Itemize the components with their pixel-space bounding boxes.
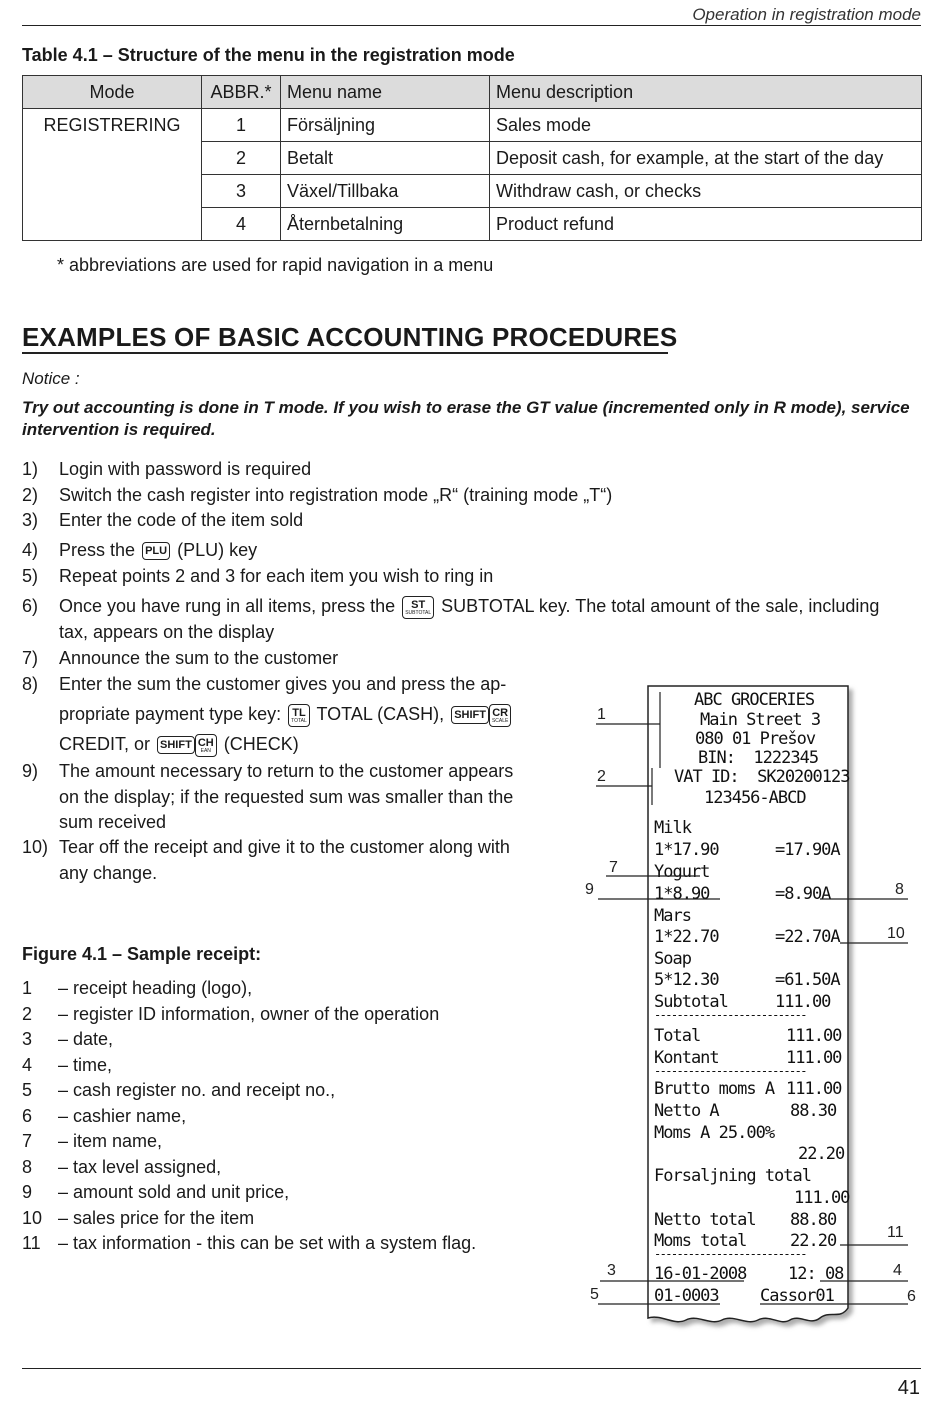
step-text-continued: any change.	[59, 863, 158, 883]
receipt-item-name: Soap	[654, 949, 691, 969]
callout-number: 4	[893, 1262, 902, 1279]
section-heading: EXAMPLES OF BASIC ACCOUNTING PROCEDURES	[22, 322, 678, 352]
receipt-moms-total-label: Moms total	[654, 1231, 747, 1251]
step-text-continued: on the display; if the requested sum was smaller than the	[59, 787, 514, 807]
receipt-netto-total-label: Netto total	[654, 1210, 756, 1230]
step-text-continued: CREDIT, or SHIFT CH EAN (CHECK)	[59, 731, 299, 757]
receipt-item-name: Mars	[654, 906, 691, 926]
receipt-item-amount: =22.70A	[775, 927, 840, 947]
receipt-separator: ---------------------------	[654, 1247, 806, 1261]
abbr-cell: 4	[202, 208, 281, 241]
legend-item: 9 – amount sold and unit price,	[22, 1182, 290, 1202]
receipt-forsaljning-value: 111.00	[794, 1188, 850, 1208]
subtotal-key-icon: ST SUBTOTAL	[402, 596, 434, 619]
step-text-continued: tax, appears on the display	[59, 622, 275, 642]
receipt-kontant-value: 111.00	[786, 1048, 842, 1068]
step-text: Announce the sum to the customer	[59, 648, 339, 668]
step-number: 5)	[22, 566, 39, 586]
step-number: 2)	[22, 485, 39, 505]
credit-key-icon: CR SCALE	[489, 704, 511, 727]
callout-number: 6	[907, 1288, 916, 1305]
notice-text: Try out accounting is done in T mode. If you wish to erase the GT value (incremented only in R mode), service intervention is required.	[22, 398, 910, 439]
step-text: The amount necessary to return to the customer appears	[59, 761, 514, 781]
receipt-subtotal-value: 111.00	[775, 992, 831, 1012]
step-text: Switch the cash register into registration mode „R“ (training mode „T“)	[59, 485, 613, 505]
step-text-continued: propriate payment type key: TL TOTAL TOTAL (CASH), SHIFT CR SCALE	[59, 701, 513, 727]
legend-item: 8 – tax level assigned,	[22, 1156, 222, 1177]
step-number: 3)	[22, 510, 39, 530]
receipt-item-name: Yogurt	[654, 862, 710, 882]
receipt-heading-line: 123456-ABCD	[704, 788, 806, 808]
step-number: 6)	[22, 596, 39, 616]
receipt-separator: ---------------------------	[654, 1064, 806, 1078]
receipt-item-qty: 5*12.30	[654, 970, 719, 990]
column-header: ABBR.*	[202, 76, 281, 109]
step-number: 10)	[22, 837, 49, 857]
step-text: (PLU) key	[177, 540, 258, 560]
legend-item: 10 – sales price for the item	[22, 1207, 255, 1228]
menu-desc-cell: Withdraw cash, or checks	[490, 175, 922, 208]
page-number: 41	[897, 1377, 920, 1399]
step-text-continued: sum received	[59, 812, 167, 832]
receipt-total-value: 111.00	[786, 1026, 842, 1046]
shift-key-icon: SHIFT	[451, 706, 489, 724]
running-header: Operation in registration mode	[692, 5, 921, 24]
receipt-time: 12: 08	[788, 1264, 844, 1284]
callout-number: 10	[887, 925, 905, 942]
step-text: Press the	[59, 540, 136, 560]
menu-desc-cell: Deposit cash, for example, at the start of the day	[490, 142, 922, 175]
step-text: Enter the code of the item sold	[59, 510, 304, 530]
step-text: SUBTOTAL key. The total amount of the sale, including	[441, 596, 880, 616]
table-title: Table 4.1 – Structure of the menu in the registration mode	[22, 45, 515, 65]
callout-number: 3	[607, 1262, 616, 1279]
receipt-heading-line: BIN: 1222345	[698, 748, 819, 768]
step-number: 7)	[22, 648, 39, 668]
legend-item: 3 – date,	[22, 1029, 114, 1049]
step-text: Repeat points 2 and 3 for each item you wish to ring in	[59, 566, 494, 586]
notice-label: Notice :	[22, 369, 80, 388]
abbr-cell: 2	[202, 142, 281, 175]
receipt-item-amount: =17.90A	[775, 840, 840, 860]
step-number: 8)	[22, 674, 39, 694]
receipt-kontant-label: Kontant	[654, 1048, 719, 1068]
receipt-netto-total-value: 88.80	[790, 1210, 837, 1230]
receipt-item-amount: =8.90A	[775, 884, 831, 904]
receipt-heading-line: 080 01 Prešov	[695, 729, 816, 749]
abbr-cell: 1	[202, 109, 281, 142]
receipt-item-name: Milk	[654, 818, 691, 838]
receipt-moms-a-label: Moms A 25.00%	[654, 1123, 775, 1143]
callout-number: 8	[895, 881, 904, 898]
receipt-moms-total-value: 22.20	[790, 1231, 837, 1251]
receipt-item-qty: 1*8.90	[654, 884, 710, 904]
receipt-item-amount: =61.50A	[775, 970, 840, 990]
menu-name-cell: Betalt	[281, 142, 490, 175]
receipt-heading-line: Main Street 3	[700, 710, 821, 730]
menu-name-cell: Försäljning	[281, 109, 490, 142]
callout-number: 5	[590, 1286, 599, 1303]
footer-rule	[22, 1368, 921, 1369]
receipt-item-qty: 1*22.70	[654, 927, 719, 947]
column-header: Menu name	[281, 76, 490, 109]
legend-item: 1 – receipt heading (logo),	[22, 978, 253, 998]
step-number: 4)	[22, 540, 39, 560]
step-text: Enter the sum the customer gives you and press the ap-	[59, 674, 507, 694]
mode-cell: REGISTRERING	[23, 109, 202, 241]
receipt-netto-a-label: Netto A	[654, 1101, 719, 1121]
column-header: Menu description	[490, 76, 922, 109]
callout-number: 2	[597, 768, 606, 785]
step-text: Tear off the receipt and give it to the customer along with	[59, 837, 510, 857]
callout-number: 11	[887, 1224, 904, 1241]
receipt-brutto-value: 111.00	[786, 1079, 842, 1099]
legend-item: 7 – item name,	[22, 1131, 163, 1151]
legend-item: 11 – tax information - this can be set with a system flag.	[22, 1233, 477, 1253]
step-text: Once you have rung in all items, press the	[59, 596, 396, 616]
total-key-icon: TL TOTAL	[288, 704, 310, 727]
shift-key-icon: SHIFT	[157, 736, 195, 754]
receipt-date: 16-01-2008	[654, 1264, 747, 1284]
figure-title: Figure 4.1 – Sample receipt:	[22, 944, 262, 964]
receipt-heading-line: VAT ID: SK20200123	[674, 767, 850, 787]
legend-item: 5 – cash register no. and receipt no.,	[22, 1080, 336, 1100]
legend-item: 6 – cashier name,	[22, 1105, 187, 1126]
check-key-icon: CH EAN	[195, 734, 217, 757]
receipt-cashier: Cassor01	[760, 1286, 834, 1306]
receipt-forsaljning-label: Forsaljning total	[654, 1166, 811, 1186]
receipt-moms-a-value: 22.20	[798, 1144, 845, 1164]
callout-number: 1	[597, 706, 606, 723]
callout-number: 9	[585, 881, 594, 898]
table-footnote: * abbreviations are used for rapid navigation in a menu	[57, 255, 494, 275]
step-number: 1)	[22, 459, 39, 479]
menu-name-cell: Växel/Tillbaka	[281, 175, 490, 208]
callout-number: 7	[609, 859, 618, 876]
plu-key-icon: PLU	[142, 542, 170, 560]
receipt-total-label: Total	[654, 1026, 701, 1046]
legend-item: 2 – register ID information, owner of the operation	[22, 1003, 440, 1024]
column-header: Mode	[23, 76, 202, 109]
receipt-subtotal-label: Subtotal	[654, 992, 728, 1012]
receipt-heading-line: ABC GROCERIES	[694, 690, 815, 710]
receipt-brutto-label: Brutto moms A	[654, 1079, 775, 1099]
legend-item: 4 – time,	[22, 1054, 113, 1075]
menu-desc-cell: Product refund	[490, 208, 922, 241]
abbr-cell: 3	[202, 175, 281, 208]
receipt-item-qty: 1*17.90	[654, 840, 719, 860]
receipt-register-number: 01-0003	[654, 1286, 719, 1306]
receipt-netto-a-value: 88.30	[790, 1101, 837, 1121]
menu-name-cell: Åternbetalning	[281, 208, 490, 241]
receipt-separator: ---------------------------	[654, 1008, 806, 1022]
step-text: Login with password is required	[59, 459, 312, 479]
step-number: 9)	[22, 761, 39, 781]
menu-desc-cell: Sales mode	[490, 109, 922, 142]
